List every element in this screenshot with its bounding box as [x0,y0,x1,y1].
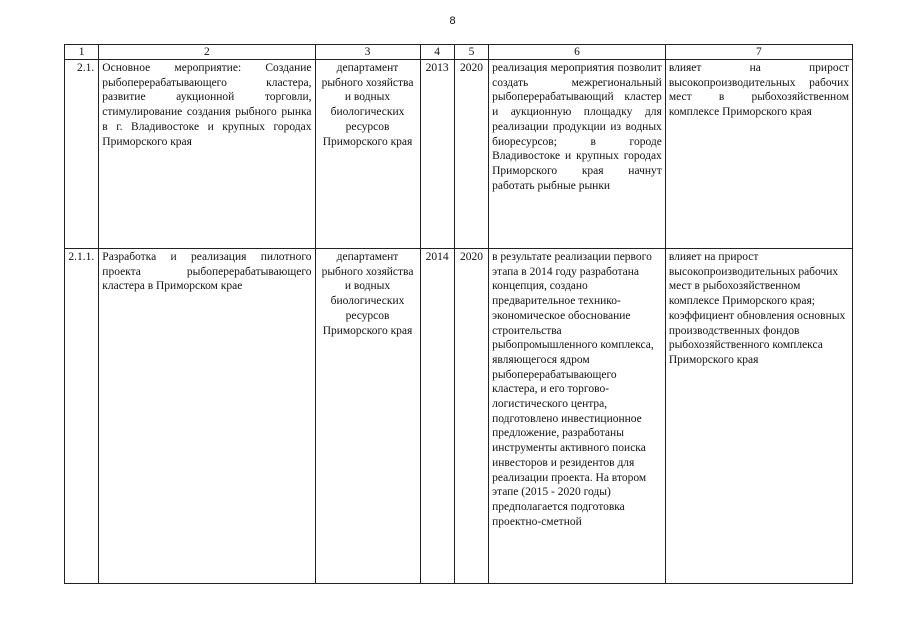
executor: департамент рыбного хозяйства и водных биологических ресурсов Приморского края [315,249,420,584]
measure-name: Разработка и реализация пилотного проекта рыбоперерабатывающего кластера в Приморском крае [99,249,315,584]
header-col-1: 1 [65,45,99,60]
expected-result: реализация мероприятия позволит создать межрегиональный рыбоперерабатывающий кластер и аукционную площадку для реализации продукции из водных биоресурсов; в городе Владивостоке и крупных городах Приморского края начнут работать рыбные рынки [489,60,666,249]
header-col-4: 4 [420,45,454,60]
header-col-7: 7 [665,45,852,60]
end-year: 2020 [454,60,488,249]
row-number: 2.1.1. [65,249,99,584]
expected-result: в результате реализации первого этапа в 2014 году разработана концепция, создано предварительное технико-экономическое обоснование строительства рыбопромышленного комплекса, являющегося ядром рыбоперерабатывающего кластера, и его торгово-логистического центра, подготовлено инвестиционное предложение, разработаны инструменты активного поиска инвесторов и резидентов для реализации проекта. На втором этапе (2015 - 2020 годы) предполагается подготовка проектно-сметной [489,249,666,584]
table-row [65,249,853,584]
indicator-impact: влияет на прирост высокопроизводительных рабочих мест в рыбохозяйственном комплексе Приморского края; коэффициент обновления основных производственных фондов рыбохозяйственного комплекса Приморского края [665,249,852,584]
indicator-impact: влияет на прирост высокопроизводительных рабочих мест в рыбохозяйственном комплексе Приморского края [665,60,852,249]
measures-table [64,44,853,584]
header-col-2: 2 [99,45,315,60]
measure-name: Основное мероприятие: Создание рыбоперерабатывающего кластера, развитие аукционной торговли, стимулирование создания рыбного рынка в г. Владивостоке и крупных городах Приморского края [99,60,315,249]
page-number: 8 [449,15,456,27]
start-year: 2013 [420,60,454,249]
header-col-6: 6 [489,45,666,60]
header-col-3: 3 [315,45,420,60]
table-row [65,60,853,249]
start-year: 2014 [420,249,454,584]
row-number: 2.1. [65,60,99,249]
header-col-5: 5 [454,45,488,60]
executor: департамент рыбного хозяйства и водных биологических ресурсов Приморского края [315,60,420,249]
table-header-row [65,45,853,60]
end-year: 2020 [454,249,488,584]
